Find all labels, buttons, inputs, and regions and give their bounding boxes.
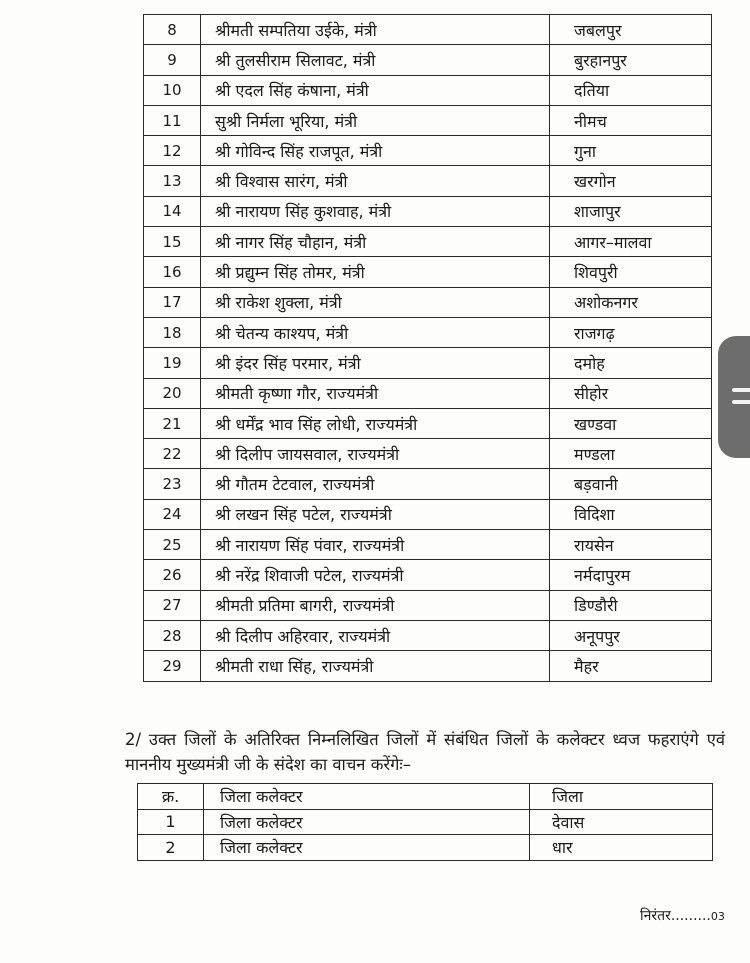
district-cell: सीहोर: [550, 378, 712, 408]
serial-cell: 21: [144, 408, 201, 438]
table-row: [144, 439, 712, 469]
minister-name-cell: श्री चेतन्य काश्यप, मंत्री: [201, 317, 550, 347]
minister-name-cell: श्रीमती सम्पतिया उईके, मंत्री: [201, 15, 550, 45]
minister-name-cell: श्री नारायण सिंह पंवार, राज्यमंत्री: [201, 530, 550, 560]
district-cell: शिवपुरी: [550, 257, 712, 287]
district-cell: बड़वानी: [550, 469, 712, 499]
table-row: [144, 287, 712, 317]
serial-cell: 9: [144, 45, 201, 75]
district-cell: विदिशा: [550, 499, 712, 529]
serial-cell: 27: [144, 590, 201, 620]
serial-cell: 16: [144, 257, 201, 287]
district-cell: नीमच: [550, 105, 712, 135]
table-row: [144, 378, 712, 408]
district-cell: राजगढ़: [550, 317, 712, 347]
minister-name-cell: श्री गोविन्द सिंह राजपूत, मंत्री: [201, 136, 550, 166]
handle-line-icon: [732, 388, 750, 392]
table-row: [138, 809, 713, 835]
serial-cell: 28: [144, 620, 201, 650]
collectors-table: [137, 783, 713, 861]
continuation-note: [640, 906, 725, 925]
district-cell: देवास: [530, 809, 713, 835]
serial-cell: 13: [144, 166, 201, 196]
table-row: [144, 317, 712, 347]
table-row: [144, 590, 712, 620]
collectors-header-row: [138, 784, 713, 810]
district-cell: खण्डवा: [550, 408, 712, 438]
serial-cell: 25: [144, 530, 201, 560]
serial-cell: 19: [144, 348, 201, 378]
table-row: [144, 45, 712, 75]
serial-cell: 2: [138, 835, 204, 861]
serial-cell: 10: [144, 75, 201, 105]
table-row: [144, 257, 712, 287]
district-cell: दमोह: [550, 348, 712, 378]
serial-cell: 17: [144, 287, 201, 317]
minister-name-cell: श्री लखन सिंह पटेल, राज्यमंत्री: [201, 499, 550, 529]
header-district: जिला: [530, 784, 713, 810]
table-row: [144, 196, 712, 226]
handle-line-icon: [732, 400, 750, 404]
minister-name-cell: श्रीमती राधा सिंह, राज्यमंत्री: [201, 651, 550, 681]
table-row: [138, 835, 713, 861]
next-page-number: 03: [710, 910, 725, 923]
district-cell: खरगोन: [550, 166, 712, 196]
instruction-paragraph: 2/ उक्त जिलों के अतिरिक्त निम्नलिखित जिलों में संबंधित जिलों के कलेक्टर ध्वज फहराएंगे एवं माननीय मुख्यमंत्री जी के संदेश का वाचन करेंगेः–: [125, 730, 725, 774]
minister-name-cell: श्रीमती कृष्णा गौर, राज्यमंत्री: [201, 378, 550, 408]
serial-cell: 23: [144, 469, 201, 499]
minister-name-cell: सुश्री निर्मला भूरिया, मंत्री: [201, 105, 550, 135]
table-row: [144, 15, 712, 45]
minister-name-cell: श्री एदल सिंह कंषाना, मंत्री: [201, 75, 550, 105]
table-row: [144, 651, 712, 681]
table-row: [144, 408, 712, 438]
table-row: [144, 620, 712, 650]
table-row: [144, 105, 712, 135]
district-cell: शाजापुर: [550, 196, 712, 226]
district-cell: मैहर: [550, 651, 712, 681]
serial-cell: 8: [144, 15, 201, 45]
serial-cell: 15: [144, 227, 201, 257]
district-cell: गुना: [550, 136, 712, 166]
district-cell: आगर–मालवा: [550, 227, 712, 257]
serial-cell: 12: [144, 136, 201, 166]
minister-name-cell: श्री विश्वास सारंग, मंत्री: [201, 166, 550, 196]
side-drawer-handle[interactable]: [718, 336, 750, 458]
district-cell: रायसेन: [550, 530, 712, 560]
ministers-table: [143, 14, 712, 682]
district-cell: अशोकनगर: [550, 287, 712, 317]
header-collector: जिला कलेक्टर: [204, 784, 530, 810]
serial-cell: 24: [144, 499, 201, 529]
district-cell: अनूपपुर: [550, 620, 712, 650]
minister-name-cell: श्री नारायण सिंह कुशवाह, मंत्री: [201, 196, 550, 226]
table-row: [144, 560, 712, 590]
leader-dots: .........: [670, 908, 711, 924]
table-row: [144, 469, 712, 499]
district-cell: जबलपुर: [550, 15, 712, 45]
table-row: [144, 499, 712, 529]
header-serial: क्र.: [138, 784, 204, 810]
serial-cell: 18: [144, 317, 201, 347]
table-row: [144, 348, 712, 378]
district-cell: दतिया: [550, 75, 712, 105]
serial-cell: 14: [144, 196, 201, 226]
district-cell: धार: [530, 835, 713, 861]
minister-name-cell: श्री इंदर सिंह परमार, मंत्री: [201, 348, 550, 378]
district-cell: नर्मदापुरम: [550, 560, 712, 590]
serial-cell: 29: [144, 651, 201, 681]
minister-name-cell: श्री तुलसीराम सिलावट, मंत्री: [201, 45, 550, 75]
serial-cell: 26: [144, 560, 201, 590]
minister-name-cell: श्री धर्मेंद्र भाव सिंह लोधी, राज्यमंत्री: [201, 408, 550, 438]
minister-name-cell: श्री दिलीप अहिरवार, राज्यमंत्री: [201, 620, 550, 650]
minister-name-cell: श्रीमती प्रतिमा बागरी, राज्यमंत्री: [201, 590, 550, 620]
district-cell: बुरहानपुर: [550, 45, 712, 75]
table-row: [144, 75, 712, 105]
minister-name-cell: श्री राकेश शुक्ला, मंत्री: [201, 287, 550, 317]
minister-name-cell: श्री गौतम टेटवाल, राज्यमंत्री: [201, 469, 550, 499]
continued-label: निरंतर: [640, 908, 671, 924]
district-cell: मण्डला: [550, 439, 712, 469]
table-row: [144, 136, 712, 166]
collector-cell: जिला कलेक्टर: [204, 835, 530, 861]
serial-cell: 1: [138, 809, 204, 835]
minister-name-cell: श्री दिलीप जायसवाल, राज्यमंत्री: [201, 439, 550, 469]
table-row: [144, 530, 712, 560]
minister-name-cell: श्री प्रद्युम्न सिंह तोमर, मंत्री: [201, 257, 550, 287]
collector-cell: जिला कलेक्टर: [204, 809, 530, 835]
table-row: [144, 227, 712, 257]
serial-cell: 11: [144, 105, 201, 135]
district-cell: डिण्डौरी: [550, 590, 712, 620]
minister-name-cell: श्री नरेंद्र शिवाजी पटेल, राज्यमंत्री: [201, 560, 550, 590]
minister-name-cell: श्री नागर सिंह चौहान, मंत्री: [201, 227, 550, 257]
serial-cell: 20: [144, 378, 201, 408]
table-row: [144, 166, 712, 196]
serial-cell: 22: [144, 439, 201, 469]
